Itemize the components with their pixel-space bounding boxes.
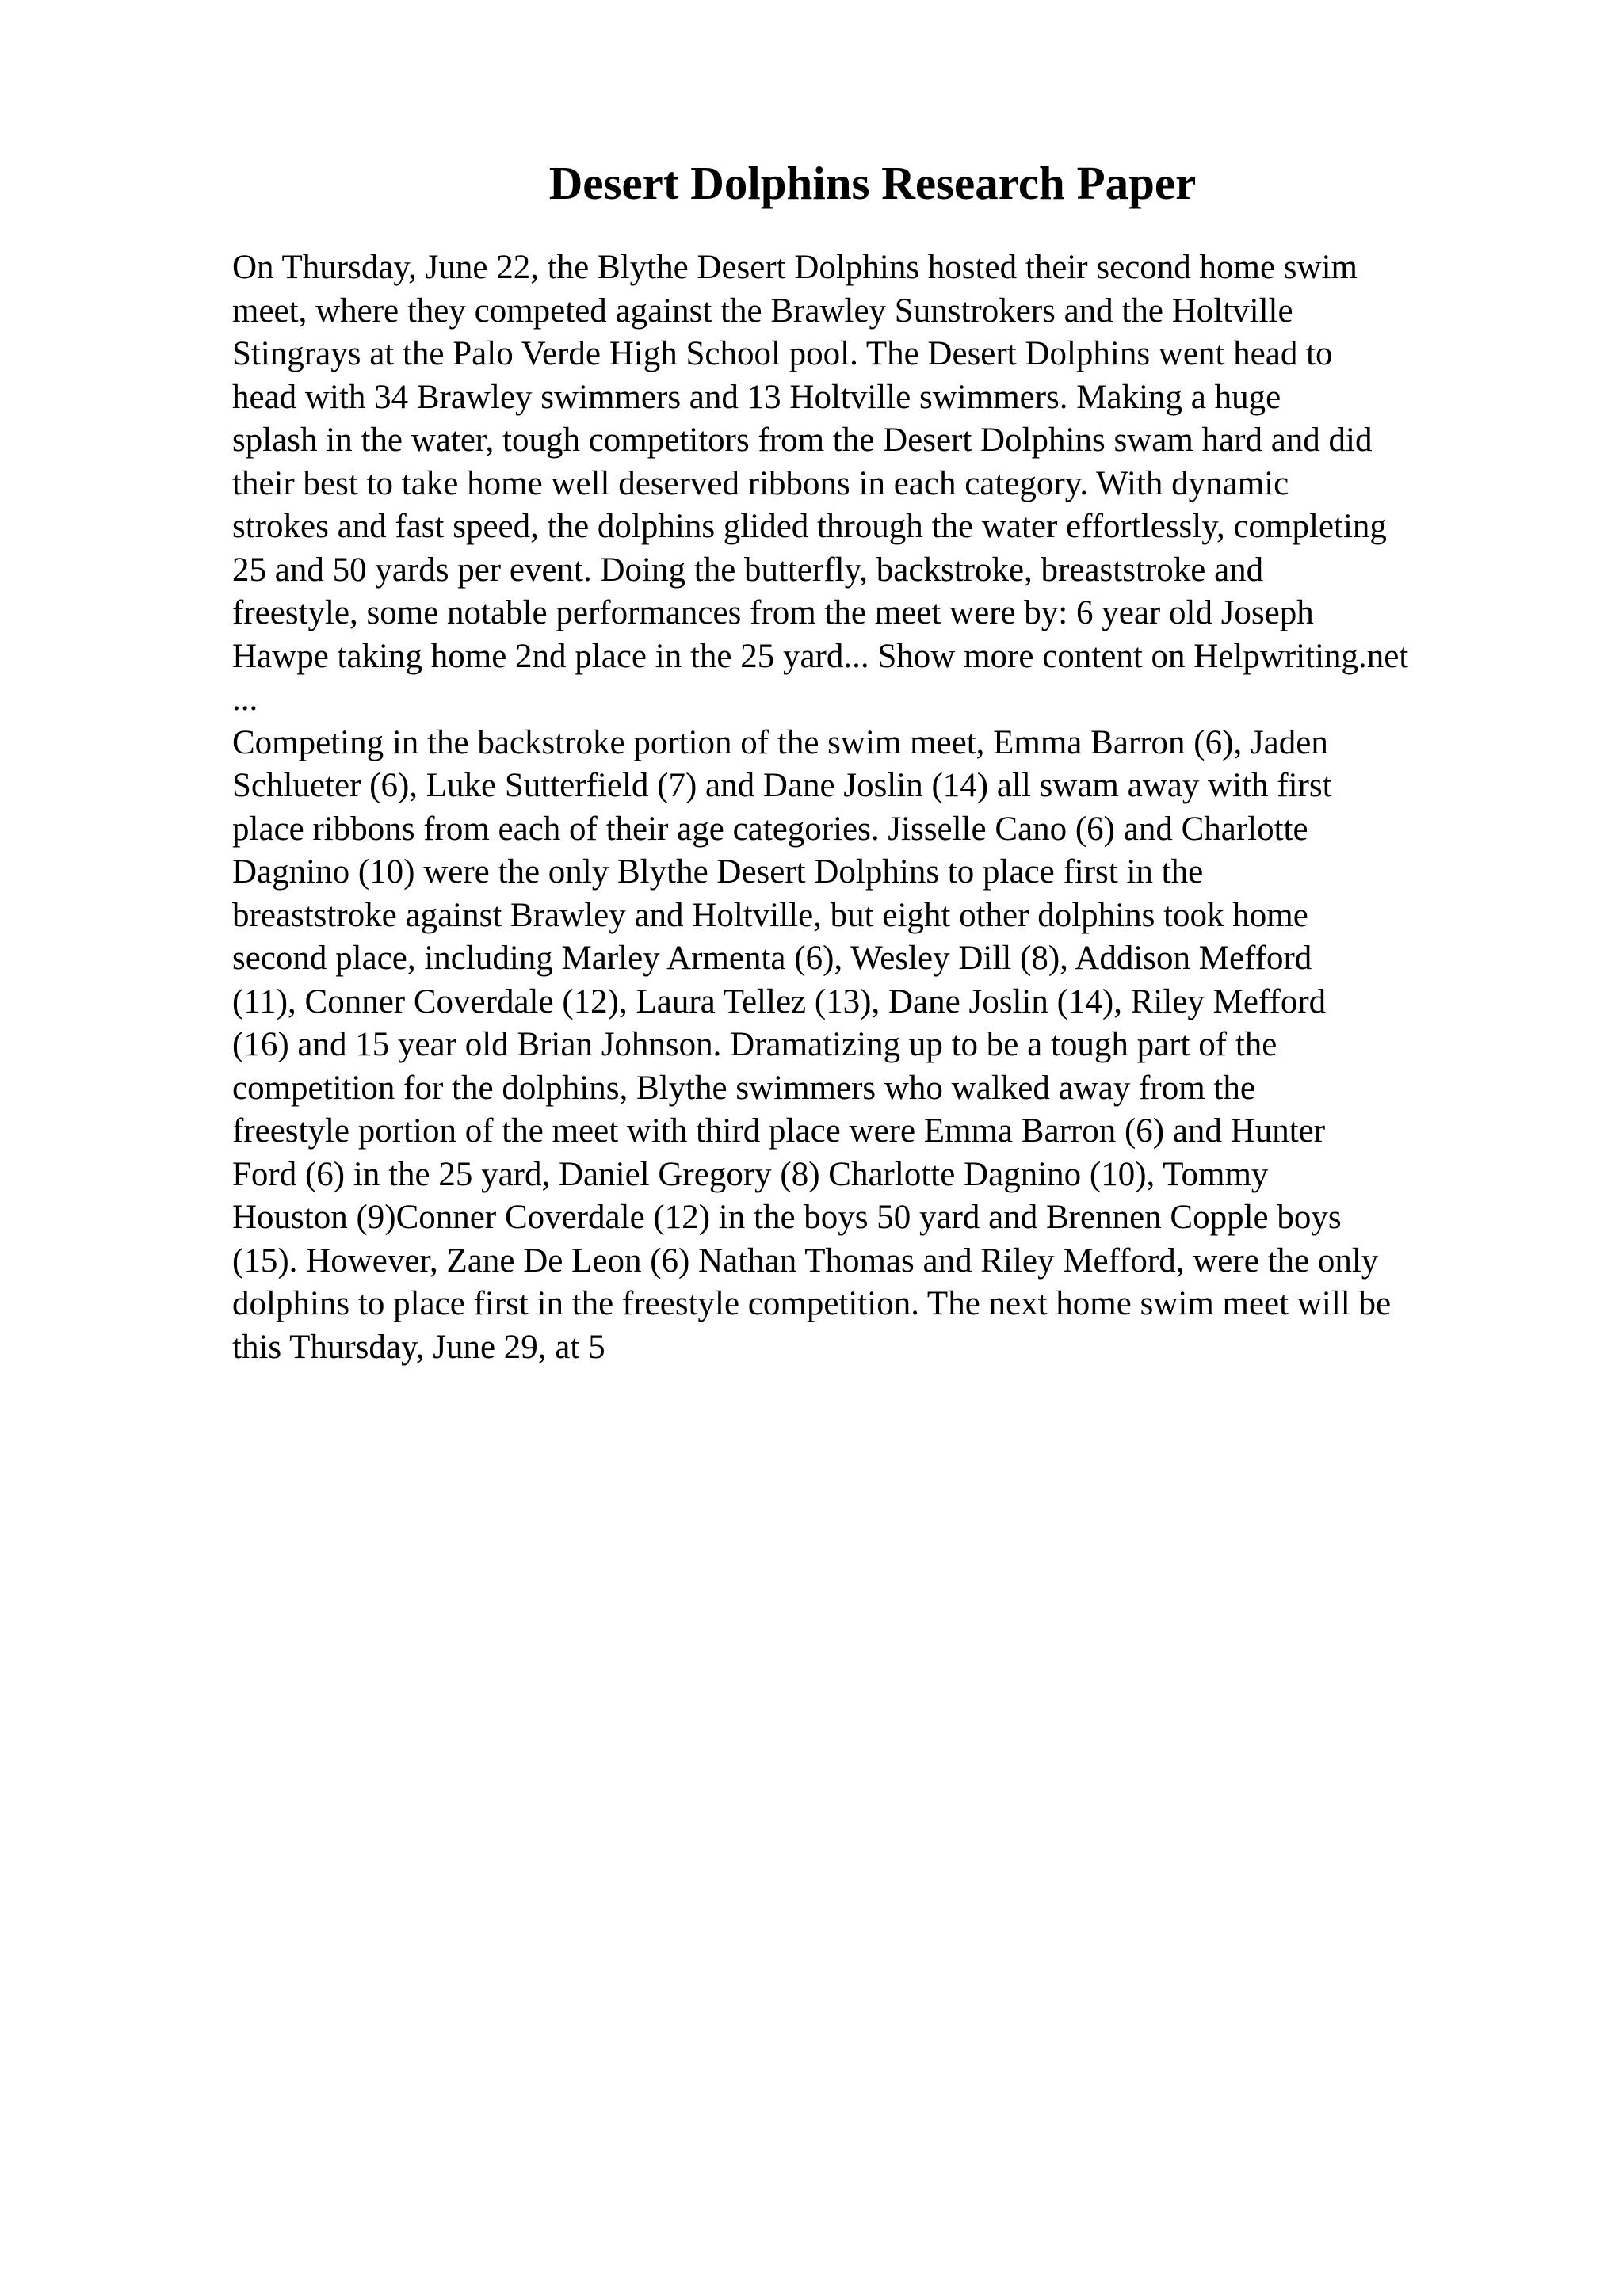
body-line: Hawpe taking home 2nd place in the 25 yard... Show more content on Helpwriting.net bbox=[232, 637, 1409, 675]
body-line: second place, including Marley Armenta (6), Wesley Dill (8), Addison Mefford bbox=[232, 940, 1312, 977]
body-line: strokes and fast speed, the dolphins glided through the water effortlessly, completing bbox=[232, 508, 1387, 545]
body-line: Ford (6) in the 25 yard, Daniel Gregory (8) Charlotte Dagnino (10), Tommy bbox=[232, 1155, 1269, 1193]
body-line: (16) and 15 year old Brian Johnson. Dramatizing up to be a tough part of the bbox=[232, 1026, 1277, 1063]
body-line: ... bbox=[232, 681, 258, 718]
body-line: Stingrays at the Palo Verde High School pool. The Desert Dolphins went head to bbox=[232, 335, 1333, 372]
body-line: Dagnino (10) were the only Blythe Desert Dolphins to place first in the bbox=[232, 853, 1204, 891]
body-line: their best to take home well deserved ribbons in each category. With dynamic bbox=[232, 464, 1289, 502]
document-title: Desert Dolphins Research Paper bbox=[548, 157, 1197, 209]
body-line: Competing in the backstroke portion of the swim meet, Emma Barron (6), Jaden bbox=[232, 723, 1328, 761]
body-line: place ribbons from each of their age categories. Jisselle Cano (6) and Charlotte bbox=[232, 810, 1308, 848]
body-line: Houston (9)Conner Coverdale (12) in the boys 50 yard and Brennen Copple boys bbox=[232, 1199, 1342, 1236]
body-line: splash in the water, tough competitors from the Desert Dolphins swam hard and did bbox=[232, 421, 1373, 459]
body-line: breaststroke against Brawley and Holtville, but eight other dolphins took home bbox=[232, 896, 1308, 934]
body-line: freestyle portion of the meet with third place were Emma Barron (6) and Hunter bbox=[232, 1112, 1326, 1150]
body-line: dolphins to place first in the freestyle competition. The next home swim meet will be bbox=[232, 1285, 1392, 1322]
body-line: head with 34 Brawley swimmers and 13 Holtville swimmers. Making a huge bbox=[232, 378, 1281, 416]
body-line: On Thursday, June 22, the Blythe Desert Dolphins hosted their second home swim bbox=[232, 249, 1358, 286]
body-line: this Thursday, June 29, at 5 bbox=[232, 1328, 605, 1366]
body-line: Schlueter (6), Luke Sutterfield (7) and Dane Joslin (14) all swam away with first bbox=[232, 767, 1332, 804]
body-line: meet, where they competed against the Brawley Sunstrokers and the Holtville bbox=[232, 292, 1293, 330]
body-line: 25 and 50 yards per event. Doing the butterfly, backstroke, breaststroke and bbox=[232, 551, 1264, 589]
body-line: (15). However, Zane De Leon (6) Nathan Thomas and Riley Mefford, were the only bbox=[232, 1241, 1379, 1280]
body-line: freestyle, some notable performances from the meet were by: 6 year old Joseph bbox=[232, 594, 1314, 631]
body-line: competition for the dolphins, Blythe swimmers who walked away from the bbox=[232, 1069, 1255, 1107]
document-body bbox=[232, 246, 1532, 1369]
body-line: (11), Conner Coverdale (12), Laura Tellez (13), Dane Joslin (14), Riley Mefford bbox=[232, 982, 1327, 1020]
